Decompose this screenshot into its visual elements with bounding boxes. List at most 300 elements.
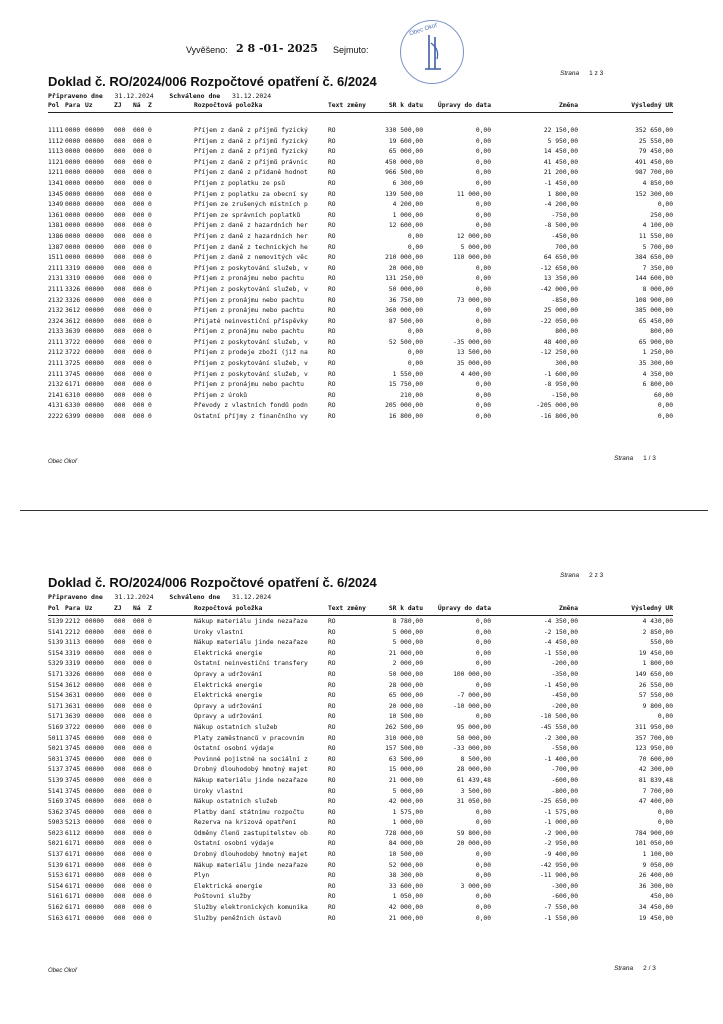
cell-change-text: RO	[328, 660, 336, 668]
cell-change: -1 550,00	[543, 649, 578, 657]
cell-z: 0	[148, 370, 152, 378]
cell-sr-to-date: 310 000,00	[385, 734, 423, 742]
cell-resulting-ur: 1 100,00	[642, 851, 673, 859]
table-row	[48, 201, 673, 212]
cell-change: -450,00	[551, 692, 578, 700]
cell-uz: 00000	[85, 618, 104, 625]
cell-budget-item: Příjem z daně z příjmů právnic	[194, 158, 308, 166]
cell-para: 3612	[65, 307, 81, 315]
page2-footer-org: Obec Okoř	[48, 968, 78, 974]
cell-na: 000	[133, 766, 145, 774]
cell-pol: 5021	[48, 745, 64, 753]
cell-pol: 1121	[48, 158, 64, 166]
table-row	[48, 798, 673, 809]
cell-zj: 000	[114, 639, 126, 647]
cell-na: 000	[133, 179, 145, 187]
cell-z: 0	[148, 914, 152, 922]
cell-resulting-ur: 19 450,00	[638, 649, 673, 657]
cell-z: 0	[148, 232, 152, 240]
cell-change: -4 350,00	[543, 618, 578, 625]
cell-sr-to-date: 52 000,00	[388, 861, 423, 869]
cell-na: 000	[133, 904, 145, 912]
cell-sr-to-date: 205 000,00	[385, 402, 423, 410]
table-row	[48, 629, 673, 640]
cell-change: -2 300,00	[543, 734, 578, 742]
cell-para: 6399	[65, 413, 81, 421]
cell-sr-to-date: 0,00	[407, 349, 423, 357]
cell-sr-to-date: 0,00	[407, 328, 423, 336]
cell-z: 0	[148, 861, 152, 869]
cell-budget-item: Úroky vlastní	[194, 787, 244, 795]
cell-budget-item: Příjem ze zrušených místních p	[194, 201, 308, 209]
cell-resulting-ur: 450,00	[650, 893, 673, 901]
posted-date: 2 8 -01- 2025	[236, 42, 318, 55]
cell-resulting-ur: 8 000,00	[642, 285, 673, 293]
cell-change-text: RO	[328, 391, 336, 399]
cell-para: 2212	[65, 628, 81, 636]
cell-z: 0	[148, 179, 152, 187]
cell-budget-item: Nákup ostatních služeb	[194, 798, 278, 806]
cell-uz: 00000	[85, 914, 104, 922]
cell-para: 3722	[65, 338, 81, 346]
cell-para: 3745	[65, 766, 81, 774]
cell-resulting-ur: 25 550,00	[638, 137, 673, 145]
cell-budget-item: Příjem z pronájmu nebo pachtu	[194, 381, 304, 389]
cell-sr-to-date: 966 500,00	[385, 169, 423, 177]
cell-change-text: RO	[328, 851, 336, 859]
cell-adjustments-to-date: 0,00	[475, 861, 491, 869]
cell-resulting-ur: 4 430,00	[642, 618, 673, 625]
cell-para: 3745	[65, 370, 81, 378]
cell-change-text: RO	[328, 211, 336, 219]
table-row	[48, 745, 673, 756]
cell-na: 000	[133, 381, 145, 389]
cell-uz: 00000	[85, 285, 104, 293]
cell-adjustments-to-date: 0,00	[475, 391, 491, 399]
cell-pol: 5171	[48, 702, 64, 710]
cell-resulting-ur: 0,00	[657, 201, 673, 209]
cell-pol: 5139	[48, 618, 64, 625]
cell-change-text: RO	[328, 232, 336, 240]
cell-pol: 1361	[48, 211, 64, 219]
cell-pol: 2111	[48, 338, 64, 346]
cell-uz: 00000	[85, 232, 104, 240]
table-row	[48, 671, 673, 682]
cell-pol: 5139	[48, 776, 64, 784]
cell-z: 0	[148, 639, 152, 647]
cell-sr-to-date: 131 250,00	[385, 275, 423, 283]
cell-change-text: RO	[328, 893, 336, 901]
cell-change: -25 650,00	[540, 798, 578, 806]
cell-zj: 000	[114, 787, 126, 795]
cell-change: 22 150,00	[543, 127, 578, 134]
cell-change: 800,00	[555, 328, 578, 336]
cell-para: 0000	[65, 222, 81, 230]
cell-resulting-ur: 784 900,00	[635, 829, 673, 837]
cell-budget-item: Drobný dlouhodobý hmotný majet	[194, 851, 308, 859]
cell-budget-item: Příjem z daně z hazardních her	[194, 232, 308, 240]
cell-z: 0	[148, 275, 152, 283]
cell-para: 3639	[65, 328, 81, 336]
table-row	[48, 360, 673, 371]
cell-uz: 00000	[85, 776, 104, 784]
cell-adjustments-to-date: 3 500,00	[460, 787, 491, 795]
cell-para: 0000	[65, 127, 81, 134]
cell-zj: 000	[114, 137, 126, 145]
cell-change: -1 450,00	[543, 179, 578, 187]
cell-adjustments-to-date: 12 000,00	[456, 232, 491, 240]
table-row	[48, 915, 673, 926]
cell-para: 3745	[65, 734, 81, 742]
cell-uz: 00000	[85, 402, 104, 410]
cell-budget-item: Příjem z úroků	[194, 391, 248, 399]
cell-uz: 00000	[85, 872, 104, 880]
cell-na: 000	[133, 275, 145, 283]
cell-uz: 00000	[85, 851, 104, 859]
cell-sr-to-date: 28 000,00	[388, 681, 423, 689]
cell-na: 000	[133, 169, 145, 177]
cell-para: 3745	[65, 755, 81, 763]
cell-pol: 2111	[48, 370, 64, 378]
table-row	[48, 328, 673, 339]
cell-sr-to-date: 5 000,00	[392, 639, 423, 647]
cell-adjustments-to-date: 95 000,00	[456, 723, 491, 731]
cell-sr-to-date: 0,00	[407, 243, 423, 251]
cell-adjustments-to-date: 50 000,00	[456, 734, 491, 742]
cell-na: 000	[133, 713, 145, 721]
cell-sr-to-date: 19 600,00	[388, 137, 423, 145]
cell-budget-item: Příjem z daně z technických he	[194, 243, 308, 251]
cell-change: -42 000,00	[540, 285, 578, 293]
cell-adjustments-to-date: 0,00	[475, 660, 491, 668]
cell-na: 000	[133, 349, 145, 357]
cell-adjustments-to-date: 0,00	[475, 222, 491, 230]
cell-adjustments-to-date: 0,00	[475, 851, 491, 859]
cell-budget-item: Příjem z daně z příjmů fyzický	[194, 127, 308, 134]
cell-adjustments-to-date: 5 000,00	[460, 243, 491, 251]
table-row	[48, 830, 673, 841]
table-row	[48, 275, 673, 286]
cell-adjustments-to-date: -10 000,00	[453, 702, 491, 710]
cell-sr-to-date: 50 000,00	[388, 670, 423, 678]
cell-adjustments-to-date: 31 050,00	[456, 798, 491, 806]
cell-zj: 000	[114, 158, 126, 166]
table-row	[48, 371, 673, 382]
cell-budget-item: Příjem z pronájmu nebo pachtu	[194, 328, 304, 336]
cell-pol: 5154	[48, 681, 64, 689]
cell-sr-to-date: 15 750,00	[388, 381, 423, 389]
cell-resulting-ur: 0,00	[657, 808, 673, 816]
cell-na: 000	[133, 798, 145, 806]
page2-table-header: Pol Para Uz ZJ Ná Z Rozpočtová položka Text změny SR k datu Úpravy do data Změna Výsledný UR	[48, 605, 673, 616]
cell-zj: 000	[114, 723, 126, 731]
cell-sr-to-date: 65 000,00	[388, 148, 423, 156]
cell-pol: 1349	[48, 201, 64, 209]
cell-resulting-ur: 34 450,00	[638, 904, 673, 912]
cell-pol: 2324	[48, 317, 64, 325]
cell-pol: 5903	[48, 819, 64, 827]
cell-na: 000	[133, 702, 145, 710]
cell-resulting-ur: 152 300,00	[635, 190, 673, 198]
cell-na: 000	[133, 328, 145, 336]
cell-sr-to-date: 8 780,00	[392, 618, 423, 625]
cell-zj: 000	[114, 628, 126, 636]
cell-budget-item: Příjem z poskytování služeb, v	[194, 338, 308, 346]
cell-z: 0	[148, 381, 152, 389]
cell-uz: 00000	[85, 808, 104, 816]
cell-change: -450,00	[551, 232, 578, 240]
cell-adjustments-to-date: 0,00	[475, 681, 491, 689]
cell-pol: 5139	[48, 861, 64, 869]
cell-resulting-ur: 352 650,00	[635, 127, 673, 134]
cell-change-text: RO	[328, 681, 336, 689]
cell-adjustments-to-date: 0,00	[475, 317, 491, 325]
cell-change: -1 550,00	[543, 914, 578, 922]
cell-zj: 000	[114, 243, 126, 251]
cell-uz: 00000	[85, 158, 104, 166]
cell-change-text: RO	[328, 296, 336, 304]
cell-sr-to-date: 84 000,00	[388, 840, 423, 848]
cell-change: 64 650,00	[543, 254, 578, 262]
cell-sr-to-date: 10 500,00	[388, 851, 423, 859]
cell-resulting-ur: 4 100,00	[642, 222, 673, 230]
table-row	[48, 682, 673, 693]
cell-na: 000	[133, 882, 145, 890]
cell-budget-item: Elektrická energie	[194, 882, 263, 890]
cell-change: 13 350,00	[543, 275, 578, 283]
cell-uz: 00000	[85, 296, 104, 304]
table-row	[48, 862, 673, 873]
cell-budget-item: Služby elektronických komunika	[194, 904, 308, 912]
cell-adjustments-to-date: -35 000,00	[453, 338, 491, 346]
cell-zj: 000	[114, 211, 126, 219]
cell-z: 0	[148, 702, 152, 710]
cell-resulting-ur: 70 600,00	[638, 755, 673, 763]
cell-na: 000	[133, 787, 145, 795]
cell-z: 0	[148, 201, 152, 209]
cell-z: 0	[148, 127, 152, 134]
cell-change: -45 550,00	[540, 723, 578, 731]
cell-adjustments-to-date: 3 000,00	[460, 882, 491, 890]
cell-zj: 000	[114, 882, 126, 890]
cell-change-text: RO	[328, 723, 336, 731]
cell-zj: 000	[114, 285, 126, 293]
cell-change: -42 950,00	[540, 861, 578, 869]
cell-adjustments-to-date: 0,00	[475, 307, 491, 315]
cell-resulting-ur: 9 050,00	[642, 861, 673, 869]
cell-na: 000	[133, 148, 145, 156]
cell-uz: 00000	[85, 413, 104, 421]
cell-pol: 1381	[48, 222, 64, 230]
cell-z: 0	[148, 692, 152, 700]
cell-change-text: RO	[328, 649, 336, 657]
table-row	[48, 777, 673, 788]
cell-z: 0	[148, 766, 152, 774]
cell-budget-item: Nákup ostatních služeb	[194, 723, 278, 731]
cell-para: 6310	[65, 391, 81, 399]
cell-uz: 00000	[85, 127, 104, 134]
cell-uz: 00000	[85, 829, 104, 837]
cell-zj: 000	[114, 872, 126, 880]
cell-change: -22 050,00	[540, 317, 578, 325]
cell-adjustments-to-date: 0,00	[475, 201, 491, 209]
cell-pol: 5162	[48, 904, 64, 912]
cell-change-text: RO	[328, 745, 336, 753]
cell-na: 000	[133, 307, 145, 315]
cell-resulting-ur: 57 550,00	[638, 692, 673, 700]
cell-budget-item: Příjem z pronájmu nebo pachtu	[194, 307, 304, 315]
cell-na: 000	[133, 681, 145, 689]
cell-change: -1 575,00	[543, 808, 578, 816]
cell-budget-item: Příjem z poplatku ze psů	[194, 179, 285, 187]
cell-uz: 00000	[85, 734, 104, 742]
cell-adjustments-to-date: 0,00	[475, 137, 491, 145]
cell-pol: 2111	[48, 360, 64, 368]
cell-change: 48 400,00	[543, 338, 578, 346]
cell-na: 000	[133, 670, 145, 678]
cell-para: 0000	[65, 158, 81, 166]
cell-zj: 000	[114, 264, 126, 272]
cell-budget-item: Opravy a udržování	[194, 670, 263, 678]
table-row	[48, 650, 673, 661]
cell-change: -9 400,00	[543, 851, 578, 859]
cell-change-text: RO	[328, 861, 336, 869]
cell-para: 0000	[65, 137, 81, 145]
table-row	[48, 148, 673, 159]
cell-adjustments-to-date: 11 000,00	[456, 190, 491, 198]
cell-pol: 2132	[48, 381, 64, 389]
cell-para: 6171	[65, 840, 81, 848]
cell-pol: 5154	[48, 649, 64, 657]
cell-zj: 000	[114, 127, 126, 134]
table-row	[48, 307, 673, 318]
cell-na: 000	[133, 243, 145, 251]
cell-na: 000	[133, 872, 145, 880]
table-row	[48, 413, 673, 424]
cell-adjustments-to-date: 0,00	[475, 127, 491, 134]
table-row	[48, 904, 673, 915]
cell-adjustments-to-date: 0,00	[475, 158, 491, 166]
cell-na: 000	[133, 360, 145, 368]
cell-sr-to-date: 450 000,00	[385, 158, 423, 166]
cell-change: -8 950,00	[543, 381, 578, 389]
cell-budget-item: Ostatní neinvestiční transfery	[194, 660, 308, 668]
cell-change-text: RO	[328, 285, 336, 293]
cell-pol: 4131	[48, 402, 64, 410]
cell-change-text: RO	[328, 787, 336, 795]
cell-na: 000	[133, 692, 145, 700]
cell-change: -1 600,00	[543, 370, 578, 378]
cell-change-text: RO	[328, 179, 336, 187]
cell-z: 0	[148, 328, 152, 336]
cell-adjustments-to-date: 0,00	[475, 639, 491, 647]
cell-resulting-ur: 108 900,00	[635, 296, 673, 304]
cell-adjustments-to-date: 0,00	[475, 169, 491, 177]
cell-adjustments-to-date: 0,00	[475, 713, 491, 721]
cell-z: 0	[148, 787, 152, 795]
cell-sr-to-date: 330 500,00	[385, 127, 423, 134]
cell-zj: 000	[114, 328, 126, 336]
cell-z: 0	[148, 904, 152, 912]
cell-budget-item: Úroky vlastní	[194, 628, 244, 636]
cell-resulting-ur: 79 450,00	[638, 148, 673, 156]
cell-change: 300,00	[555, 360, 578, 368]
cell-zj: 000	[114, 745, 126, 753]
table-row	[48, 735, 673, 746]
cell-pol: 5161	[48, 893, 64, 901]
cell-adjustments-to-date: 0,00	[475, 819, 491, 827]
cell-zj: 000	[114, 201, 126, 209]
cell-para: 0000	[65, 169, 81, 177]
table-row	[48, 349, 673, 360]
cell-budget-item: Nákup materiálu jinde nezařaze	[194, 776, 308, 784]
cell-resulting-ur: 0,00	[657, 819, 673, 827]
cell-zj: 000	[114, 893, 126, 901]
cell-resulting-ur: 4 850,00	[642, 179, 673, 187]
cell-budget-item: Příjem z poskytování služeb, v	[194, 360, 308, 368]
cell-adjustments-to-date: 13 500,00	[456, 349, 491, 357]
cell-para: 3319	[65, 264, 81, 272]
cell-sr-to-date: 15 000,00	[388, 766, 423, 774]
table-row	[48, 191, 673, 202]
cell-change: 1 800,00	[547, 190, 578, 198]
cell-zj: 000	[114, 317, 126, 325]
cell-budget-item: Ostatní příjmy z finančního vy	[194, 413, 308, 421]
cell-zj: 000	[114, 349, 126, 357]
cell-uz: 00000	[85, 328, 104, 336]
cell-change: -10 500,00	[540, 713, 578, 721]
cell-change: -550,00	[551, 745, 578, 753]
cell-change: -600,00	[551, 893, 578, 901]
table-row	[48, 169, 673, 180]
cell-change-text: RO	[328, 904, 336, 912]
cell-change: -2 900,00	[543, 829, 578, 837]
municipal-seal	[400, 20, 464, 84]
cell-zj: 000	[114, 840, 126, 848]
cell-para: 6171	[65, 882, 81, 890]
table-row	[48, 809, 673, 820]
cell-na: 000	[133, 222, 145, 230]
table-row	[48, 244, 673, 255]
cell-zj: 000	[114, 190, 126, 198]
cell-change-text: RO	[328, 127, 336, 134]
cell-pol: 5154	[48, 692, 64, 700]
cell-z: 0	[148, 402, 152, 410]
cell-adjustments-to-date: 73 000,00	[456, 296, 491, 304]
cell-change: -800,00	[551, 787, 578, 795]
cell-z: 0	[148, 649, 152, 657]
cell-pol: 1341	[48, 179, 64, 187]
cell-resulting-ur: 60,00	[654, 391, 673, 399]
cell-z: 0	[148, 307, 152, 315]
cell-sr-to-date: 36 750,00	[388, 296, 423, 304]
cell-change-text: RO	[328, 882, 336, 890]
cell-zj: 000	[114, 766, 126, 774]
cell-resulting-ur: 800,00	[650, 328, 673, 336]
cell-para: 3639	[65, 713, 81, 721]
cell-uz: 00000	[85, 201, 104, 209]
cell-na: 000	[133, 776, 145, 784]
cell-z: 0	[148, 169, 152, 177]
cell-resulting-ur: 9 800,00	[642, 702, 673, 710]
cell-adjustments-to-date: 0,00	[475, 618, 491, 625]
cell-para: 3326	[65, 296, 81, 304]
cell-sr-to-date: 1 000,00	[392, 211, 423, 219]
cell-resulting-ur: 19 450,00	[638, 914, 673, 922]
cell-para: 2212	[65, 618, 81, 625]
cell-zj: 000	[114, 275, 126, 283]
table-row	[48, 297, 673, 308]
